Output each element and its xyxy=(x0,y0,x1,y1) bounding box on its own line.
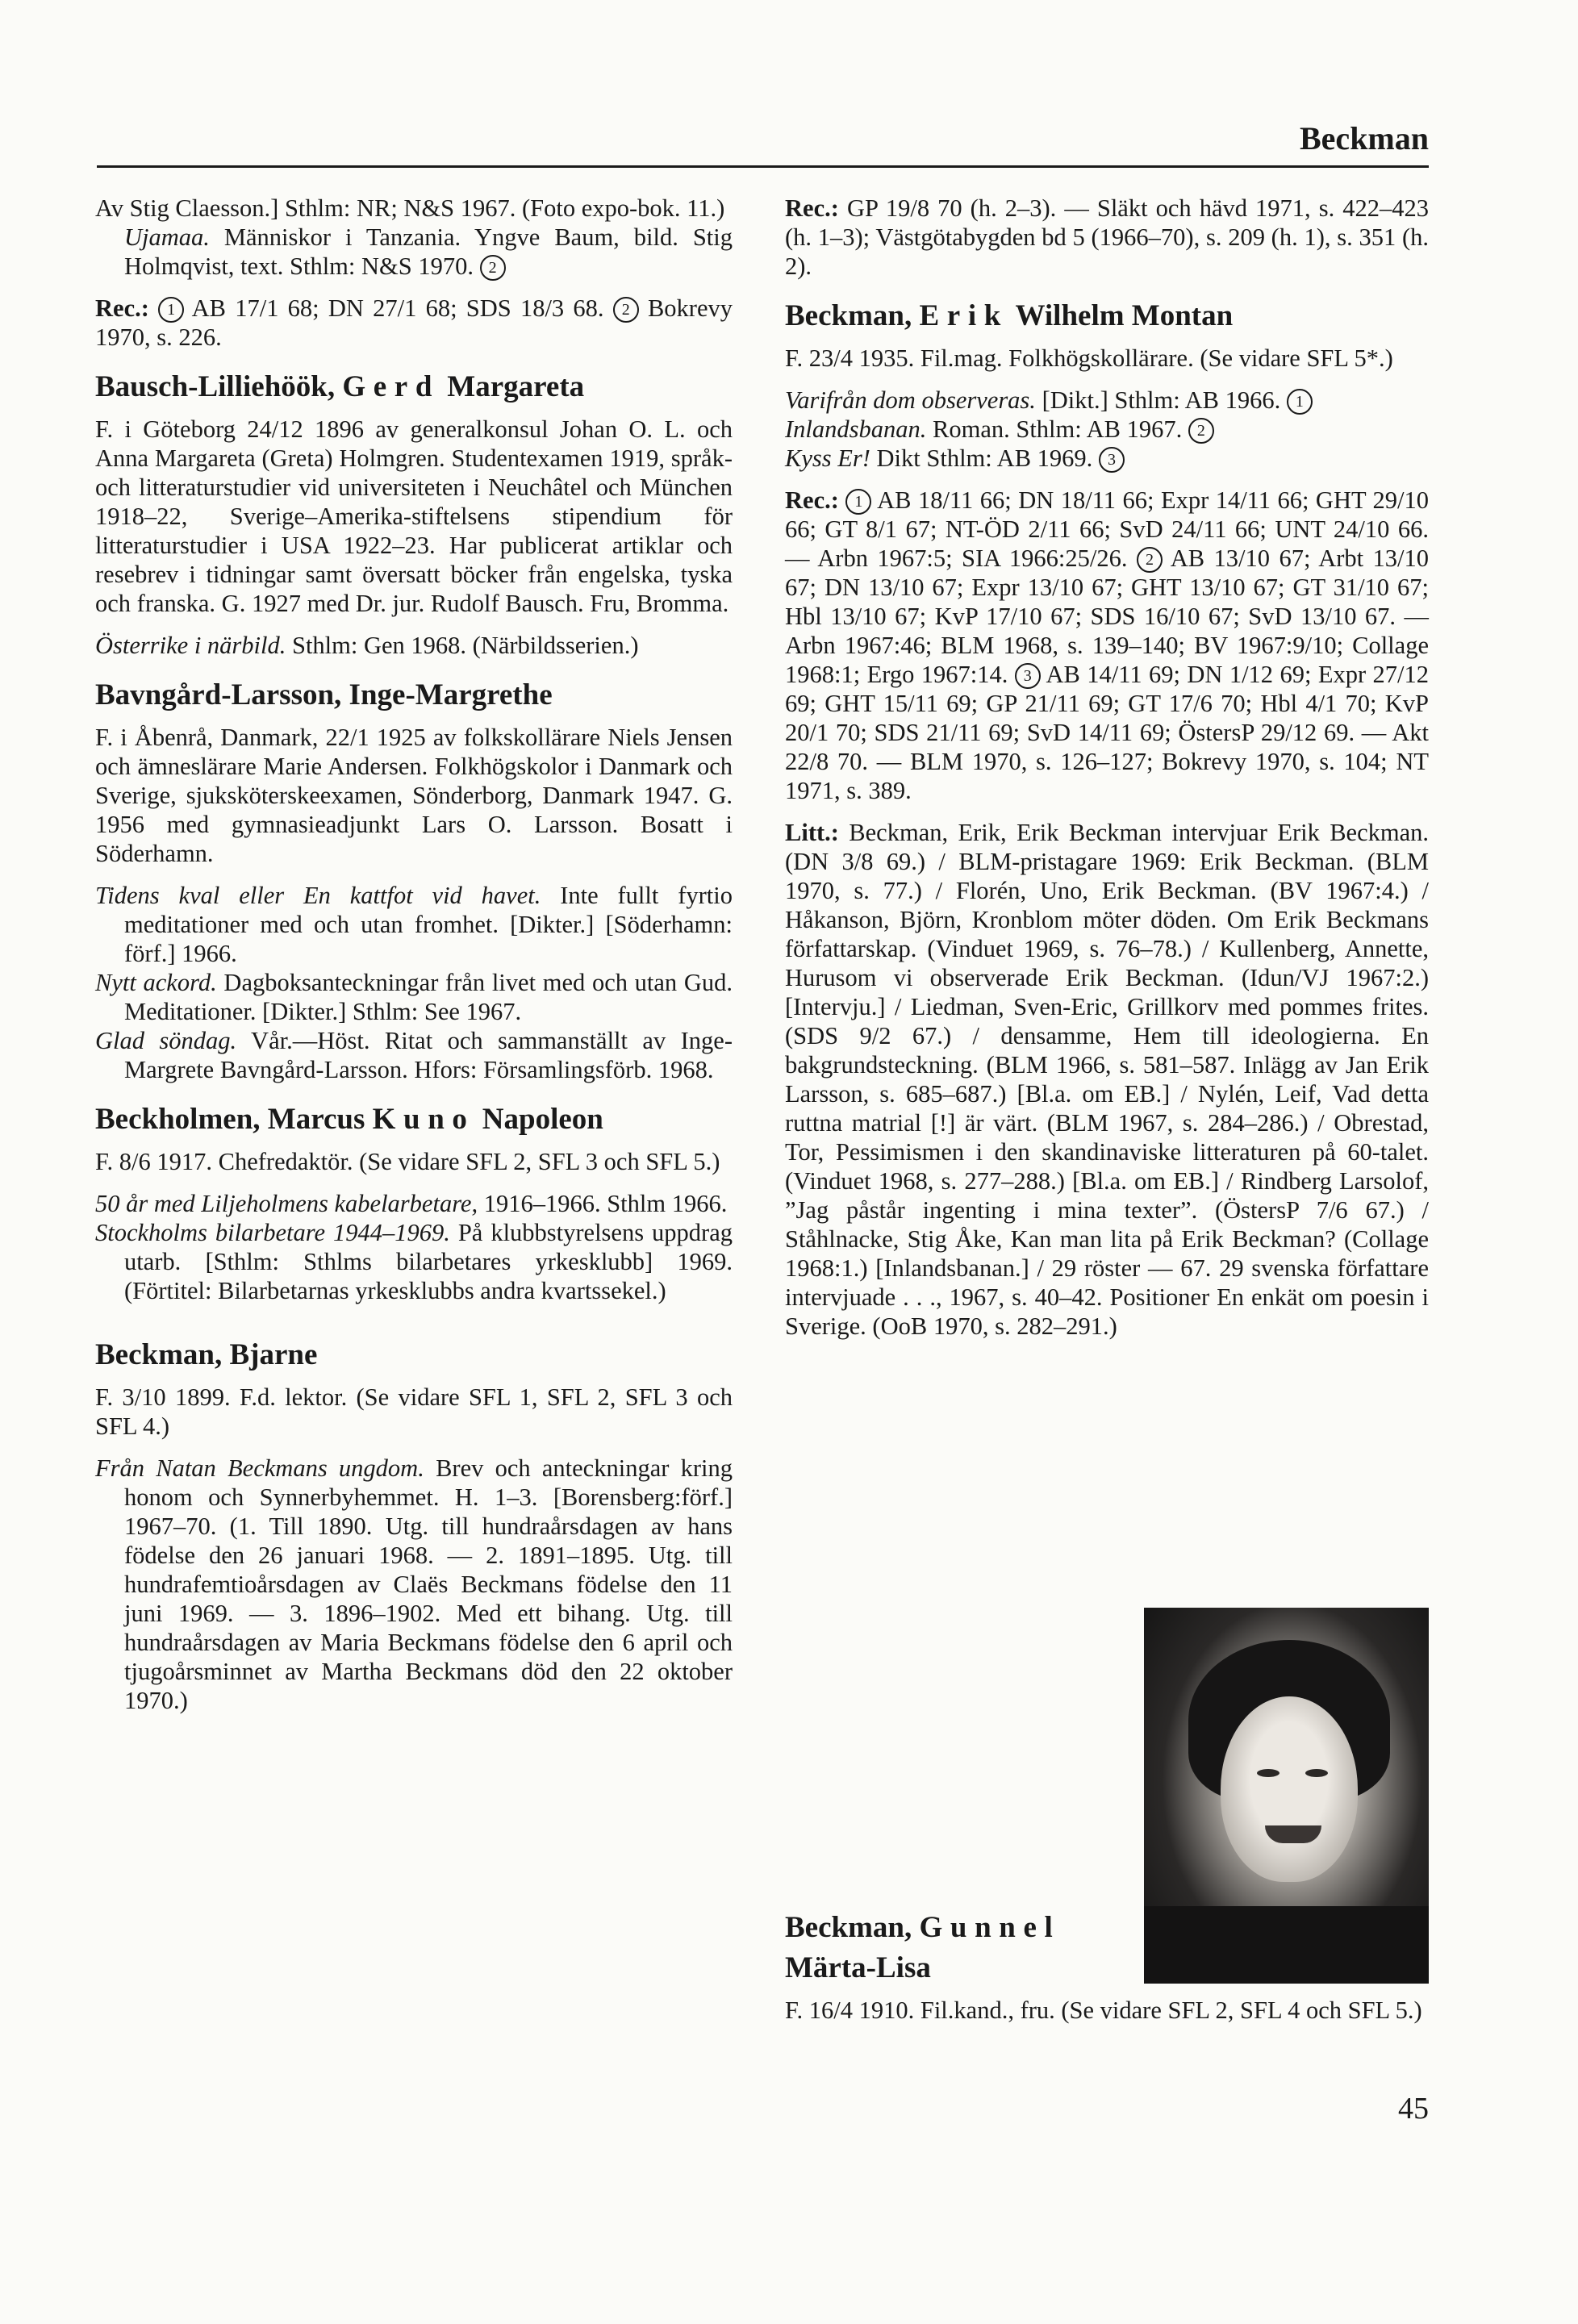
entry-bio: F. i Göteborg 24/12 1896 av generalkonsul Johan O. L. och Anna Margareta (Greta) Holmgren. Studentexamen 1919, språk- och litteraturstudier vid universiteten i Neuchâtel och München 1918–22, Sverige–Amerika-stiftelsens stipendium för litteraturstudier i USA 1922–23. Har publicerat artiklar och resebrev i tidningar samt översatt böcker från engelska, tyska och franska. G. 1927 med Dr. jur. Rudolf Bausch. Fru, Bromma. xyxy=(95,415,733,617)
entry-work: 50 år med Liljeholmens kabelarbetare, 1916–1966. Sthlm 1966. xyxy=(95,1190,728,1217)
continued-entry: Av Stig Claesson.] Sthlm: NR; N&S 1967. (Foto expo-bok. 11.) Ujamaa. Människor i Tanzania. Yngve Baum, bild. Stig Holmqvist, text. Sthlm: N&S 1970. 2 xyxy=(95,194,733,280)
entry-heading-erik: Beckman, Erik Wilhelm Montan xyxy=(785,299,1234,332)
entry-bio: F. 16/4 1910. Fil.kand., fru. (Se vidare SFL 2, SFL 4 och SFL 5.) xyxy=(785,1996,1422,2024)
photo-dress xyxy=(1144,1906,1429,1984)
entry-work: Tidens kval eller En kattfot vid havet. Inte fullt fyrtio meditationer med och utan fromhet. [Dikter.] [Söderhamn: förf.] 1966. xyxy=(95,882,733,967)
entry-work: Stockholms bilarbetare 1944–1969. På klubbstyrelsens uppdrag utarb. [Sthlm: Sthlms bilarbetares yrkesklubb] 1969. (Förtitel: Bilarbetarnas yrkesklubbs andra kvartssekel.) xyxy=(95,1219,733,1304)
entry-work: Från Natan Beckmans ungdom. Brev och anteckningar kring honom och Synnerbyhemmet. H. 1–3. [Borensberg:förf.] 1967–70. (1. Till 1890. Utg. till hundraårsdagen av hans födelse den 26 januari 1968. — 2. 1891–1895. Utg. till hundrafemtioårsdagen av Claës Beckmans födelse den 11 juni 1969. — 3. 1896–1902. Med ett bihang. Utg. till hundraårsdagen av Maria Beckmans födelse den 6 april och tjugoårsminnet av Martha Beckmans död den 22 oktober 1970.) xyxy=(95,1454,733,1714)
entry-heading-bavngard: Bavngård-Larsson, Inge-Margrethe xyxy=(95,678,553,711)
header-rule xyxy=(97,165,1429,168)
photo-eye xyxy=(1257,1769,1280,1777)
entry-work: Glad söndag. Vår.—Höst. Ritat och sammanställt av Inge-Margrete Bavngård-Larsson. Hfors: Församlingsförb. 1968. xyxy=(95,1027,733,1083)
photo-eye xyxy=(1305,1769,1328,1777)
entry-bio: F. i Åbenrå, Danmark, 22/1 1925 av folkskollärare Niels Jensen och ämneslärare Marie Andersen. Folkhögskolor i Danmark och Sverige, sjuksköterskeexamen, Sönderborg, Danmark 1947. G. 1956 med gymnasieadjunkt Lars O. Larsson. Bosatt i Söderhamn. xyxy=(95,724,733,867)
left-column xyxy=(95,194,733,1728)
review-list: Rec.: GP 19/8 70 (h. 2–3). — Släkt och hävd 1971, s. 422–423 (h. 1–3); Västgötabygden bd 5 (1966–70), s. 209 (h. 1), s. 351 (h. 2). xyxy=(785,194,1429,280)
entry-work: Varifrån dom observeras. [Dikt.] Sthlm: AB 1966. 1 xyxy=(785,386,1429,415)
entry-work: Nytt ackord. Dagboksanteckningar från livet med och utan Gud. Meditationer. [Dikter.] Sthlm: See 1967. xyxy=(95,969,733,1025)
entry-heading-beckholmen: Beckholmen, Marcus Kuno Napoleon xyxy=(95,1103,603,1136)
running-head: Beckman xyxy=(1300,120,1429,156)
page-number: 45 xyxy=(1398,2092,1429,2126)
portrait-photo xyxy=(1144,1608,1429,1984)
entry-heading-gunnel: Beckman, Gunnel Märta-Lisa xyxy=(785,1911,1061,1984)
entry-heading-bjarne: Beckman, Bjarne xyxy=(95,1338,318,1371)
entry-work: Inlandsbanan. Roman. Sthlm: AB 1967. 2 xyxy=(785,415,1429,444)
photo-smile xyxy=(1265,1825,1321,1843)
review-list: Rec.: 1 AB 18/11 66; DN 18/11 66; Expr 14/11 66; GHT 29/10 66; GT 8/1 67; NT-ÖD 2/11 66; SvD 24/11 66; UNT 24/10 66. — Arbn 1967:5; SIA 1966:25/26. 2 AB 13/10 67; Arbt 13/10 67; DN 13/10 67; Expr 13/10 67; GHT 13/10 67; GT 31/10 67; Hbl 13/10 67; KvP 17/10 67; SDS 16/10 67; SvD 13/10 67. — Arbn 1967:46; BLM 1968, s. 139–140; BV 1967:9/10; Collage 1968:1; Ergo 1967:14. 3 AB 14/11 69; DN 1/12 69; Expr 27/12 69; GHT 15/11 69; GP 21/11 69; GT 17/6 70; Hbl 4/1 70; KvP 20/1 70; SDS 21/11 69; SvD 14/11 69; ÖstersP 29/12 69. — Akt 22/8 70. — BLM 1970, s. 126–127; Bokrevy 1970, s. 104; NT 1971, s. 389. xyxy=(785,486,1430,804)
photo-face xyxy=(1221,1696,1358,1882)
entry-bio: F. 8/6 1917. Chefredaktör. (Se vidare SFL 2, SFL 3 och SFL 5.) xyxy=(95,1148,720,1175)
entry-heading-bausch: Bausch-Lilliehöök, Gerd Margareta xyxy=(95,370,585,403)
literature-list: Litt.: Beckman, Erik, Erik Beckman intervjuar Erik Beckman. (DN 3/8 69.) / BLM-pristagare 1969: Erik Beckman. (BLM 1970, s. 77.) / Florén, Uno, Erik Beckman. (BV 1967:4.) / Håkanson, Björn, Kronblom möter döden. Om Erik Beckmans författarskap. (Vinduet 1969, s. 76–78.) / Kullenberg, Annette, Hurusom vi observerade Erik Beckman. (Idun/VJ 1967:2.) [Intervju.] / Liedman, Sven-Eric, Grillkorv med pommes frites. (SDS 9/2 67.) / densamme, Hem till ideologierna. En bakgrundsteckning. (BLM 1966, s. 581–587. Inlägg av Jan Erik Larsson, s. 685–687.) [Bl.a. om EB.] / Nylén, Leif, Vad detta ruttna matrial [!] är värt. (BLM 1967, s. 284–286.) / Obrestad, Tor, Pessimismen i den skandinaviske litteraturen på 60-talet. (Vinduet 1968, s. 277–288.) [Bl.a. om EB.] / Rindberg Larsolof, ”Jag påstår ingenting i mina texter”. (ÖstersP 7/6 67.) / Ståhlnacke, Stig Åke, Kan man lita på Erik Beckman? (Collage 1968:1.) [Inlandsbanan.] / 29 röster — 67. 29 svenska författare intervjuade . . ., 1967, s. 40–42. Positioner En enkät om poesin i Sverige. (OoB 1970, s. 282–291.) xyxy=(785,819,1429,1340)
entry-bio: F. 3/10 1899. F.d. lektor. (Se vidare SFL 1, SFL 2, SFL 3 och SFL 4.) xyxy=(95,1383,733,1440)
right-column xyxy=(785,194,1429,1354)
review-list: Rec.: 1 AB 17/1 68; DN 27/1 68; SDS 18/3 68. 2 Bokrevy 1970, s. 226. xyxy=(95,294,733,351)
entry-work: Kyss Er! Dikt Sthlm: AB 1969. 3 xyxy=(785,444,1429,473)
entry-work: Österrike i närbild. Sthlm: Gen 1968. (Närbildsserien.) xyxy=(95,632,639,659)
entry-bio: F. 23/4 1935. Fil.mag. Folkhögskollärare. (Se vidare SFL 5*.) xyxy=(785,344,1393,372)
